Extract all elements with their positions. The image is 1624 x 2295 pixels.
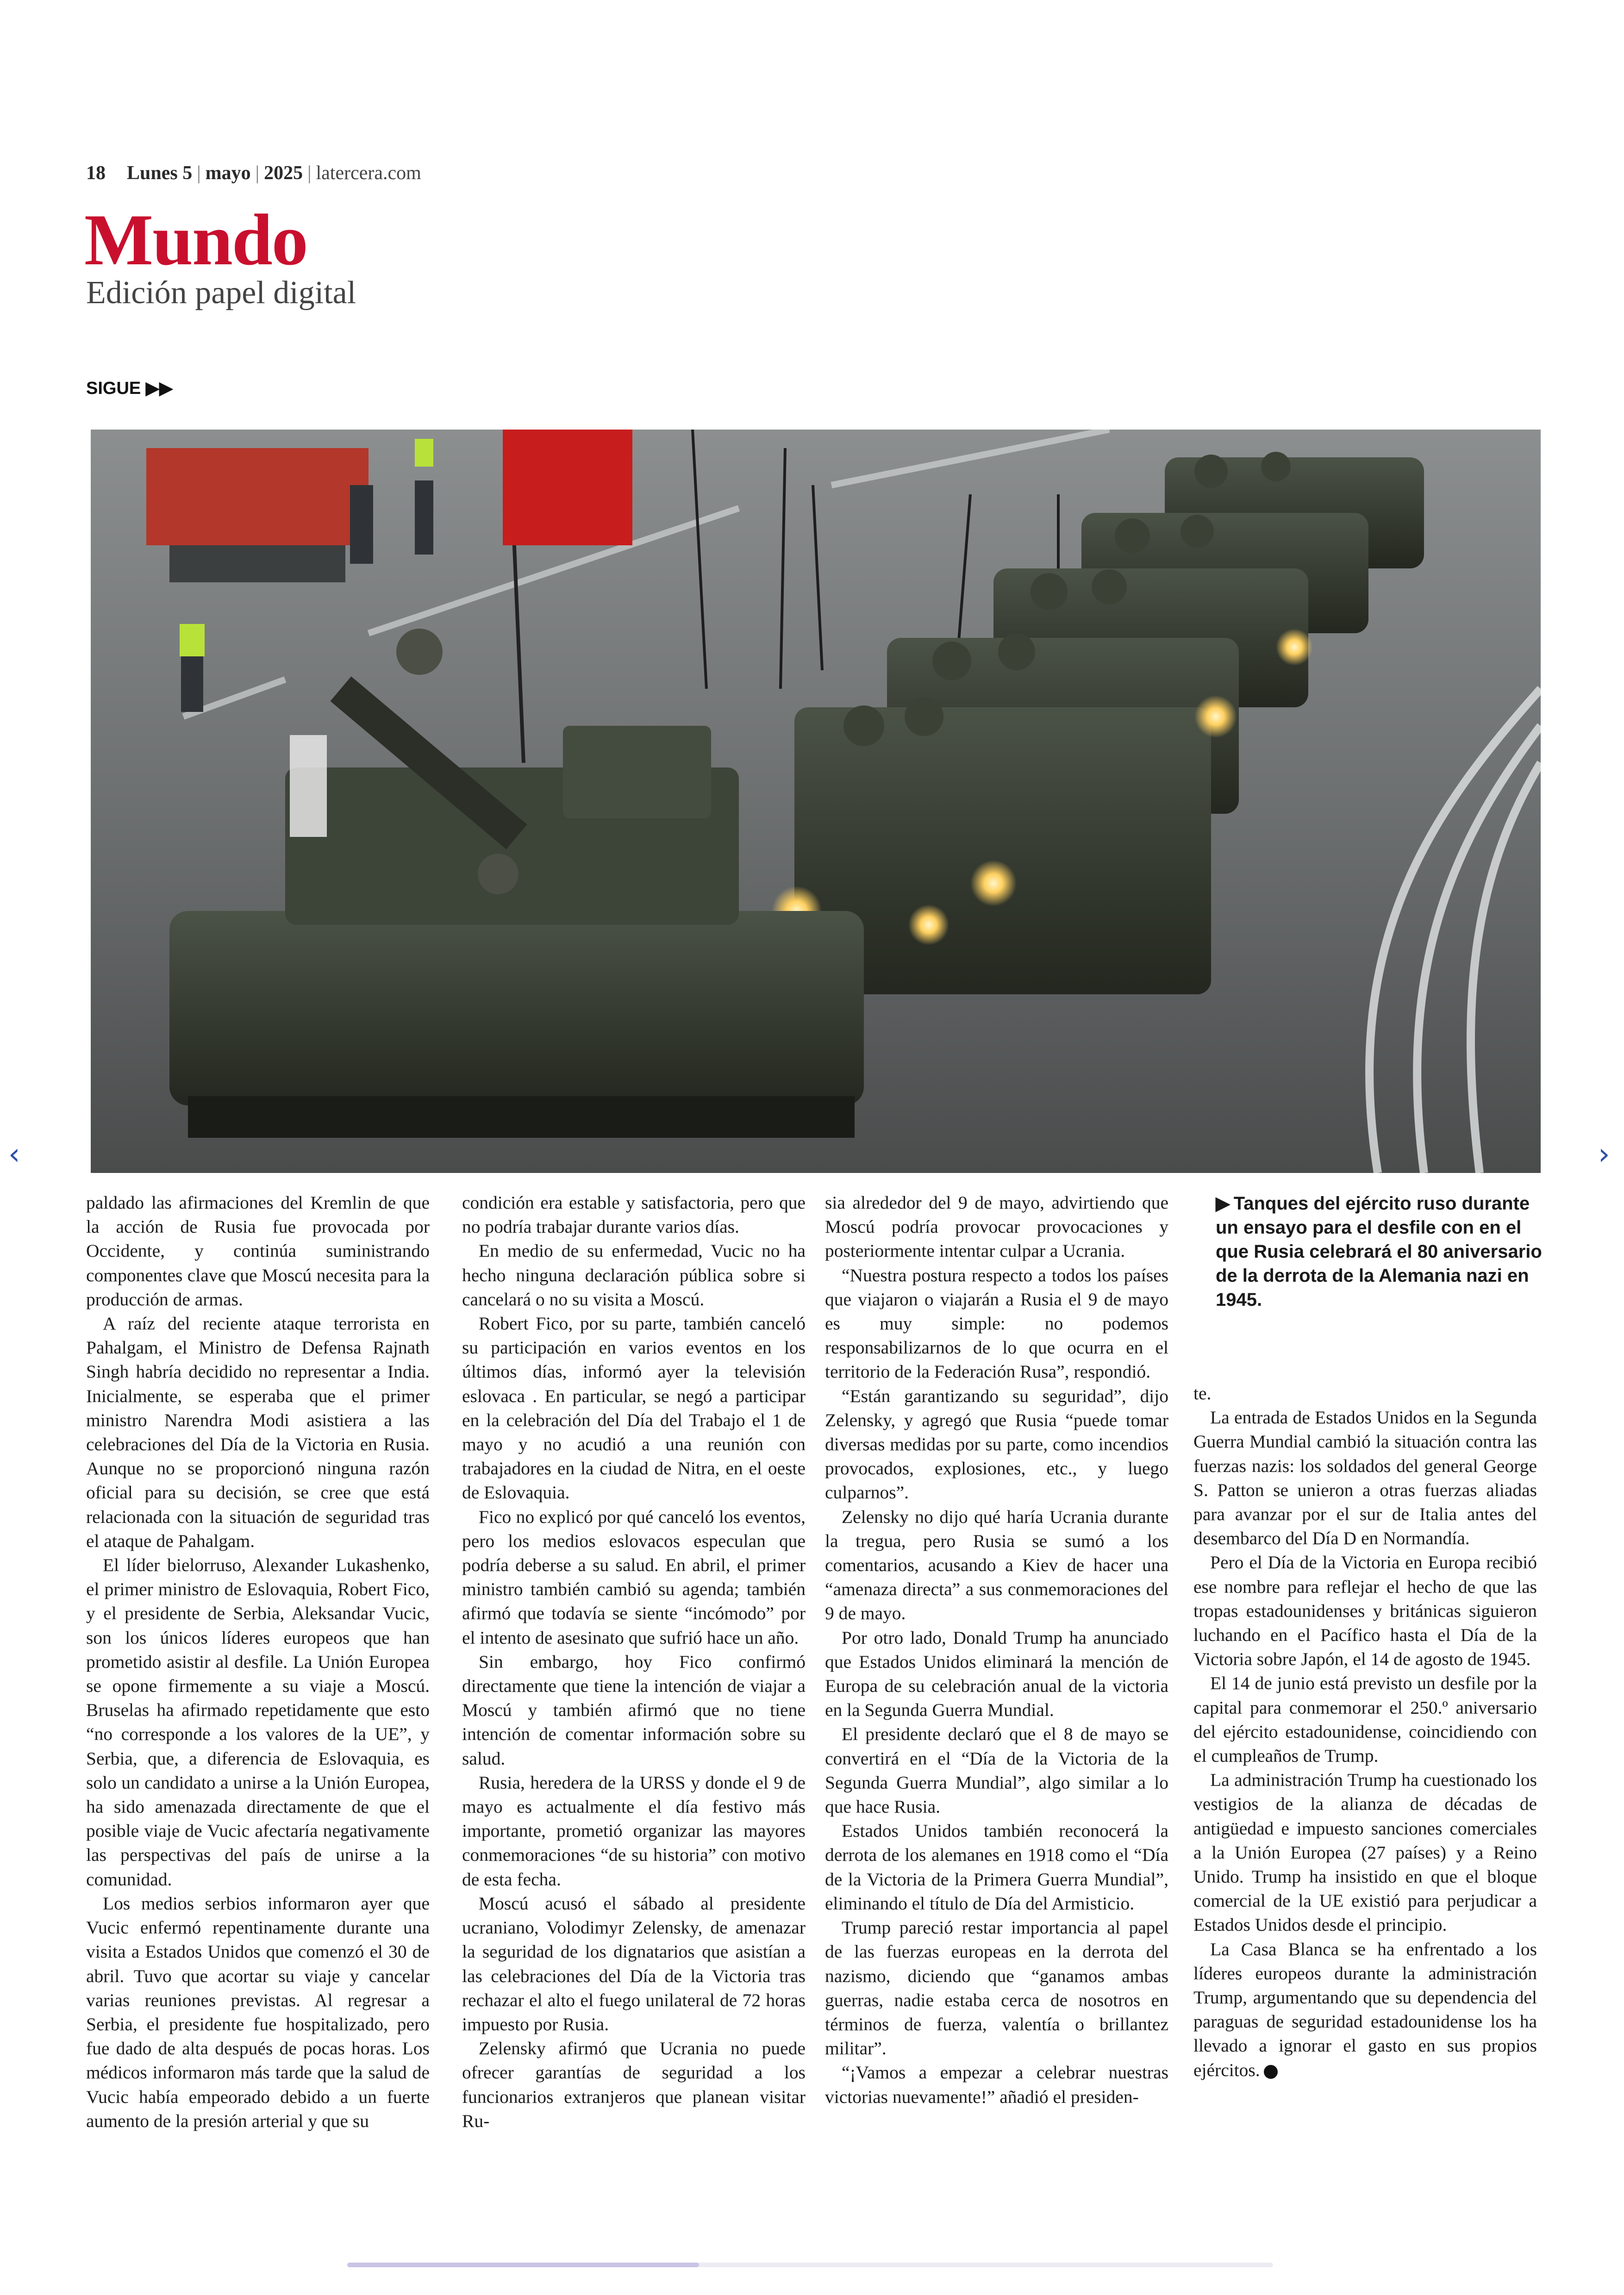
paragraph: Trump pareció restar importancia al papel de las fuerzas europeas en la derrota del nazismo, diciendo que “ganamos ambas guerras, nadie estaba cerca de nosotros en términos de fuerza, valentía o brillantez militar”. — [825, 1917, 1168, 2059]
header-day: Lunes 5 — [127, 162, 193, 184]
tank-parade-image — [91, 430, 1541, 1173]
section-subtitle: Edición papel digital — [86, 275, 356, 311]
article-column-1 — [86, 1191, 430, 2133]
prev-page-chevron-left-icon[interactable]: ‹ — [8, 1137, 20, 1172]
paragraph: Fico no explicó por qué canceló los eventos, pero los medios eslovacos especulan que podría deberse a su salud. En abril, el primer ministro también cambió su agenda; también afirmó que todavía se siente “incómodo” por el intento de asesinato que sufrió hace un año. — [462, 1506, 806, 1648]
scrollbar-thumb[interactable] — [347, 2263, 699, 2267]
paragraph: En medio de su enfermedad, Vucic no ha hecho ninguna declaración pública sobre si cancelará o no su visita a Moscú. — [462, 1241, 806, 1310]
paragraph: “¡Vamos a empezar a celebrar nuestras victorias nuevamente!” añadió el presiden- — [825, 2062, 1168, 2107]
paragraph: Moscú acusó el sábado al presidente ucraniano, Volodimyr Zelensky, de amenazar la seguridad de los dignatarios que asistían a las celebraciones del Día de la Victoria tras rechazar el alto el fuego unilateral de 72 horas impuesto por Rusia. — [462, 1893, 806, 2034]
paragraph: Los medios serbios informaron ayer que Vucic enfermó repentinamente durante una visita a Estados Unidos que comenzó el 30 de abril. Tuvo que acortar su viaje y cancelar varias reuniones previstas. Al regresar a Serbia, el presidente fue hospitalizado, pero fue dado de alta después de pocas horas. Los médicos informaron más tarde que la salud de Vucic había empeorado debido a un fuerte aumento de la presión arterial y que su — [86, 1893, 430, 2131]
caption-text: Tanques del ejército ruso durante un ensayo para el desfile con en el que Rusia celebrará el 80 aniversario de la derrota de la Alemania nazi en 1945. — [1216, 1193, 1542, 1310]
paragraph: te. — [1193, 1383, 1212, 1403]
paragraph: El líder bielorruso, Alexander Lukashenko, el primer ministro de Eslovaquia, Robert Fico, y el presidente de Serbia, Aleksandar Vucic, son los únicos líderes europeos que han prometido asistir al desfile. La Unión Europea se opone firmemente a su viaje a Moscú. Bruselas ha afirmado repetidamente que esto “no corresponde a los valores de la UE”, y Serbia, que, a diferencia de Eslovaquia, es solo un candidato a unirse a la Unión Europea, ha sido amenazada directamente de que el posible viaje de Vucic afectaría negativamente las perspectivas del país de unirse a la comunidad. — [86, 1555, 430, 1890]
paragraph: Zelensky no dijo qué haría Ucrania durante la tregua, pero Rusia se sumó a los comentarios, acusando a Kiev de hacer una “amenaza directa” a sus conmemoraciones del 9 de mayo. — [825, 1506, 1168, 1624]
paragraph: El 14 de junio está previsto un desfile por la capital para conmemorar el 250.º aniversario del ejército estadounidense, coincidiendo con el cumpleaños de Trump. — [1193, 1673, 1537, 1766]
paragraph: Estados Unidos también reconocerá la derrota de los alemanes en 1918 como el “Día de la Victoria de la Primera Guerra Mundial”, eliminando el título de Día del Armisticio. — [825, 1821, 1168, 1914]
article-column-2 — [462, 1191, 806, 2133]
paragraph: paldado las afirmaciones del Kremlin de que la acción de Rusia fue provocada por Occidente, y continúa suministrando componentes clave que Moscú necesita para la producción de armas. — [86, 1192, 430, 1310]
horizontal-scrollbar[interactable] — [347, 2263, 1273, 2267]
header-site: latercera.com — [316, 162, 421, 184]
paragraph: Zelensky afirmó que Ucrania no puede ofrecer garantías de seguridad a los funcionarios extranjeros que planean visitar Ru- — [462, 2038, 806, 2131]
paragraph: Sin embargo, hoy Fico confirmó directamente que tiene la intención de viajar a Moscú y también afirmó que no tiene intención de comentar información sobre su salud. — [462, 1651, 806, 1769]
paragraph: condición era estable y satisfactoria, pero que no podría trabajar durante varios días. — [462, 1192, 806, 1237]
page-number: 18 — [86, 162, 106, 184]
header-year: 2025 — [264, 162, 303, 184]
paragraph: La administración Trump ha cuestionado los vestigios de la alianza de décadas de antigüedad e impuesto sanciones comerciales a la Unión Europea (27 países) y a Reino Unido. Trump ha insistido en que el bloque comercial de la UE existió para perjudicar a Estados Unidos desde el principio. — [1193, 1770, 1537, 1935]
paragraph: Pero el Día de la Victoria en Europa recibió ese nombre para reflejar el hecho de que las tropas estadounidenses y británicas siguieron luchando en el Pacífico hasta el Día de la Victoria sobre Japón, el 14 de agosto de 1945. — [1193, 1552, 1537, 1670]
paragraph — [1193, 1937, 1537, 2082]
paragraph: Por otro lado, Donald Trump ha anunciado que Estados Unidos eliminará la mención de Europa de su celebración anual de la victoria en la Segunda Guerra Mundial. — [825, 1627, 1168, 1721]
header-month: mayo — [205, 162, 251, 184]
paragraph: Robert Fico, por su parte, también canceló su participación en varios eventos en los últimos días, informó ayer la televisión eslovaca . En particular, se negó a participar en la celebración del Día del Trabajo el 1 de mayo y no acudió a una reunión con trabajadores en la ciudad de Nitra, en el oeste de Eslovaquia. — [462, 1313, 806, 1503]
lead-photo — [91, 430, 1541, 1173]
photo-caption — [1216, 1191, 1544, 1312]
page-header: 18 Lunes 5 | mayo | 2025 | latercera.com — [86, 162, 421, 184]
end-mark-icon — [1264, 2065, 1278, 2079]
paragraph: A raíz del reciente ataque terrorista en Pahalgam, el Ministro de Defensa Rajnath Singh habría decidido no representar a India. Inicialmente, se esperaba que el primer ministro Narendra Modi asistiera a las celebraciones del Día de la Victoria en Rusia. Aunque no se proporcionó ninguna razón oficial para su decisión, se cree que está relacionada con la situación de seguridad tras el ataque de Pahalgam. — [86, 1313, 430, 1551]
next-page-chevron-right-icon[interactable]: › — [1598, 1137, 1610, 1172]
section-title: Mundo — [84, 200, 307, 281]
article-column-3 — [825, 1191, 1168, 2109]
paragraph: sia alrededor del 9 de mayo, advirtiendo que Moscú podría provocar provocaciones y posteriormente intentar culpar a Ucrania. — [825, 1192, 1168, 1261]
caption-triangle-icon: ▶ — [1216, 1193, 1230, 1214]
sigue-link[interactable]: SIGUE ▶▶ — [86, 379, 173, 398]
paragraph-text: La Casa Blanca se ha enfrentado a los líderes europeos durante la administración Trump, argumentando que su dependencia del paraguas de seguridad estadounidense los ha llevado a ignorar el gasto en sus propios ejércitos. — [1193, 1939, 1537, 2080]
article-column-4 — [1193, 1381, 1537, 2082]
paragraph: La entrada de Estados Unidos en la Segunda Guerra Mundial cambió la situación contra las fuerzas nazis: los soldados del general George S. Patton se unieron a otras fuerzas aliadas para avanzar por el sur de Italia antes del desembarco del Día D en Normandía. — [1193, 1407, 1537, 1549]
paragraph: “Nuestra postura respecto a todos los países que viajaron o viajarán a Rusia el 9 de mayo es muy simple: no podemos responsabilizarnos de lo que ocurra en el territorio de la Federación Rusa”, respondió. — [825, 1265, 1168, 1382]
paragraph: Rusia, heredera de la URSS y donde el 9 de mayo es actualmente el día festivo más importante, prometió organizar las mayores conmemoraciones “de su historia” con motivo de esta fecha. — [462, 1772, 806, 1890]
paragraph: “Están garantizando su seguridad”, dijo Zelensky, y agregó que Rusia “puede tomar diversas medidas por su parte, como incendios provocados, explosiones, etc., y luego culparnos”. — [825, 1385, 1168, 1503]
paragraph: El presidente declaró que el 8 de mayo se convertirá en el “Día de la Victoria de la Segunda Guerra Mundial”, algo similar a lo que hace Rusia. — [825, 1724, 1168, 1817]
